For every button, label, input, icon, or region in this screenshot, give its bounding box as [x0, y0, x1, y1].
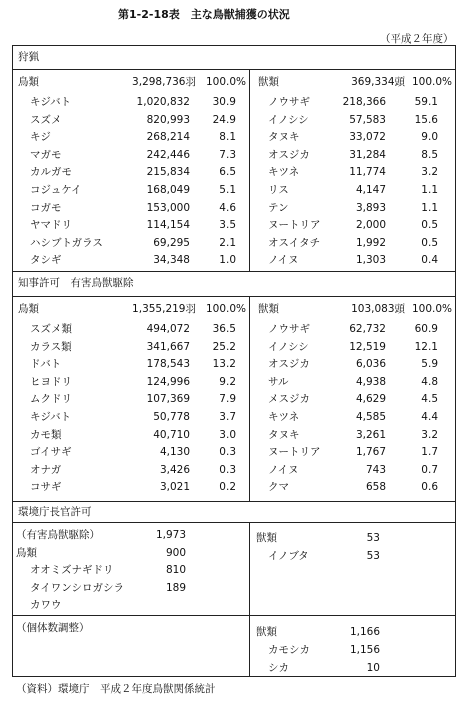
row-count: 1,767: [355, 446, 386, 459]
row-name: オナガ: [30, 463, 62, 476]
row-pct: 0.5: [421, 236, 438, 249]
row-pct: 1.7: [421, 446, 438, 459]
row-pct: 13.2: [212, 358, 236, 371]
row-count: 1,303: [355, 254, 386, 267]
row-count: 153,000: [146, 201, 190, 214]
row-count: 57,583: [349, 113, 386, 126]
row-count: 124,996: [146, 375, 190, 388]
hunting-birds-total: 3,298,736羽: [132, 76, 196, 88]
row-count: 114,154: [146, 219, 190, 232]
row-pct: 9.0: [421, 131, 438, 144]
divider: [12, 615, 456, 616]
row-count: 810: [165, 564, 186, 576]
column-divider: [249, 69, 250, 271]
row-name: キジバト: [30, 411, 71, 423]
page-title: 第1-2-18表 主な鳥獣捕獲の状況: [118, 8, 290, 21]
governor-birds-total: 1,355,219羽: [132, 303, 196, 315]
row-name: コサギ: [30, 481, 62, 494]
row-count: 3,021: [159, 481, 190, 494]
row-name: ゴイサギ: [30, 446, 72, 459]
row-count: 31,284: [349, 148, 386, 161]
row-name: オスジカ: [268, 358, 310, 371]
row-pct: 59.1: [414, 96, 438, 108]
row-count: 215,834: [146, 166, 190, 179]
row-count: 242,446: [146, 148, 190, 161]
row-name: タイワンシロガシラ: [30, 581, 125, 594]
row-pct: 5.9: [421, 358, 438, 371]
row-name: タヌキ: [268, 131, 300, 144]
row-count: 1,020,832: [136, 96, 190, 108]
row-name: ドバト: [30, 358, 62, 371]
agency-population-mammals-label: 獣類: [256, 626, 277, 638]
agency-pest-label: （有害鳥獣駆除）: [16, 529, 100, 541]
row-name: クマ: [268, 481, 289, 494]
row-name: ムクドリ: [30, 393, 72, 406]
row-name: カワウ: [30, 599, 62, 611]
row-count: 10: [366, 661, 380, 674]
row-name: キジバト: [30, 96, 71, 108]
row-pct: 3.2: [421, 166, 438, 179]
row-count: 494,072: [146, 323, 190, 335]
governor-mammals-total: 103,083頭: [351, 303, 405, 315]
row-pct: 0.7: [421, 463, 438, 476]
row-name: メスジカ: [268, 393, 310, 406]
row-count: 40,710: [153, 428, 190, 441]
row-count: 2,000: [355, 219, 386, 232]
row-name: イノシシ: [268, 340, 309, 353]
row-pct: 7.9: [219, 393, 236, 406]
section-hunting-label: 狩猟: [18, 51, 39, 63]
source-note: （資料）環境庁 平成２年度鳥獣関係統計: [16, 683, 216, 695]
row-name: サル: [268, 375, 289, 388]
agency-pest-birds-total: 900: [165, 547, 186, 559]
row-name: スズメ類: [30, 323, 72, 335]
section-agency-label: 環境庁長官許可: [18, 506, 92, 518]
row-count: 3,893: [355, 201, 386, 214]
row-pct: 12.1: [414, 340, 438, 353]
row-count: 6,036: [355, 358, 386, 371]
row-name: タシギ: [30, 254, 62, 267]
hunting-mammals-total: 369,334頭: [351, 76, 405, 88]
hunting-mammals-label: 獣類: [258, 76, 279, 88]
row-name: コガモ: [30, 201, 62, 214]
row-name: ノイヌ: [268, 254, 299, 267]
divider: [12, 296, 456, 297]
governor-mammals-label: 獣類: [258, 303, 279, 315]
row-count: 178,543: [146, 358, 190, 371]
row-name: ノウサギ: [268, 323, 310, 335]
row-name: タヌキ: [268, 428, 300, 441]
row-name: カルガモ: [30, 166, 72, 179]
row-count: 4,147: [355, 184, 386, 196]
column-divider: [249, 296, 250, 501]
governor-birds-pct: 100.0%: [205, 303, 246, 315]
row-name: カモシカ: [268, 644, 310, 656]
row-pct: 0.5: [421, 219, 438, 232]
row-count: 12,519: [349, 340, 386, 353]
row-pct: 36.5: [212, 323, 236, 335]
row-name: カモ類: [30, 428, 62, 441]
row-pct: 25.2: [212, 340, 236, 353]
row-pct: 8.5: [421, 148, 438, 161]
year-note: （平成２年度）: [380, 33, 454, 45]
agency-pest-mammals-label: 獣類: [256, 532, 277, 544]
row-count: 3,426: [159, 463, 190, 476]
row-name: イノブタ: [268, 550, 309, 562]
row-name: ハシブトガラス: [30, 236, 103, 249]
row-count: 1,156: [349, 644, 380, 656]
row-name: キツネ: [268, 166, 300, 179]
row-pct: 6.5: [219, 166, 236, 179]
row-pct: 1.1: [421, 184, 438, 196]
section-governor-label: 知事許可 有害鳥獣駆除: [18, 277, 134, 289]
divider: [12, 522, 456, 523]
row-pct: 8.1: [219, 131, 236, 144]
governor-mammals-pct: 100.0%: [411, 303, 452, 315]
row-name: カラス類: [30, 340, 72, 353]
row-count: 34,348: [153, 254, 190, 267]
row-count: 189: [165, 581, 186, 594]
row-name: ヌートリア: [268, 446, 321, 459]
agency-pest-total: 1,973: [155, 529, 186, 541]
row-pct: 15.6: [414, 113, 438, 126]
row-name: テン: [268, 201, 289, 214]
row-pct: 0.3: [219, 463, 236, 476]
row-count: 69,295: [153, 236, 190, 249]
row-name: イノシシ: [268, 113, 309, 126]
row-name: ヤマドリ: [30, 219, 72, 232]
row-count: 53: [366, 550, 380, 562]
hunting-mammals-pct: 100.0%: [411, 76, 452, 88]
row-name: リス: [268, 184, 289, 196]
divider: [12, 271, 456, 272]
row-pct: 0.2: [219, 481, 236, 494]
row-count: 50,778: [153, 411, 190, 423]
row-name: ヌートリア: [268, 219, 321, 232]
row-pct: 4.4: [421, 411, 438, 423]
row-pct: 5.1: [219, 184, 236, 196]
row-count: 107,369: [146, 393, 190, 406]
row-count: 33,072: [349, 131, 386, 144]
hunting-birds-pct: 100.0%: [205, 76, 246, 88]
row-pct: 3.5: [219, 219, 236, 232]
row-count: 4,629: [355, 393, 386, 406]
row-pct: 3.2: [421, 428, 438, 441]
row-count: 218,366: [342, 96, 386, 108]
row-pct: 0.6: [421, 481, 438, 494]
row-name: マガモ: [30, 148, 62, 161]
divider: [12, 501, 456, 502]
row-pct: 30.9: [212, 96, 236, 108]
row-pct: 4.5: [421, 393, 438, 406]
row-pct: 0.3: [219, 446, 236, 459]
row-count: 4,938: [355, 375, 386, 388]
row-name: ヒヨドリ: [30, 375, 72, 388]
row-pct: 7.3: [219, 148, 236, 161]
agency-pest-birds-label: 鳥類: [16, 547, 37, 559]
row-count: 820,993: [146, 113, 190, 126]
agency-pest-mammals-total: 53: [366, 532, 380, 544]
row-count: 3,261: [355, 428, 386, 441]
row-count: 4,130: [159, 446, 190, 459]
row-count: 743: [365, 463, 386, 476]
row-name: オスイタチ: [268, 236, 321, 249]
row-name: オオミズナギドリ: [30, 564, 114, 576]
agency-population-label: （個体数調整）: [16, 622, 90, 634]
row-pct: 9.2: [219, 375, 236, 388]
row-count: 658: [365, 481, 386, 494]
row-name: ノイヌ: [268, 463, 299, 476]
column-divider: [249, 522, 250, 677]
row-pct: 4.8: [421, 375, 438, 388]
row-count: 168,049: [146, 184, 190, 196]
row-pct: 60.9: [414, 323, 438, 335]
row-name: オスジカ: [268, 148, 310, 161]
row-count: 268,214: [146, 131, 190, 144]
row-name: シカ: [268, 661, 289, 674]
row-pct: 1.0: [219, 254, 236, 267]
row-count: 1,992: [355, 236, 386, 249]
row-pct: 1.1: [421, 201, 438, 214]
row-count: 341,667: [146, 340, 190, 353]
row-pct: 24.9: [212, 113, 236, 126]
row-pct: 2.1: [219, 236, 236, 249]
row-name: ノウサギ: [268, 96, 310, 108]
row-name: コジュケイ: [30, 184, 82, 196]
row-pct: 4.6: [219, 201, 236, 214]
row-name: キツネ: [268, 411, 300, 423]
row-count: 62,732: [349, 323, 386, 335]
row-name: キジ: [30, 131, 51, 144]
governor-birds-label: 鳥類: [18, 303, 39, 315]
row-pct: 3.7: [219, 411, 236, 423]
hunting-birds-label: 鳥類: [18, 76, 39, 88]
row-pct: 0.4: [421, 254, 438, 267]
row-pct: 3.0: [219, 428, 236, 441]
row-count: 11,774: [349, 166, 386, 179]
agency-population-mammals-total: 1,166: [349, 626, 380, 638]
divider: [12, 69, 456, 70]
row-name: スズメ: [30, 113, 62, 126]
row-count: 4,585: [355, 411, 386, 423]
